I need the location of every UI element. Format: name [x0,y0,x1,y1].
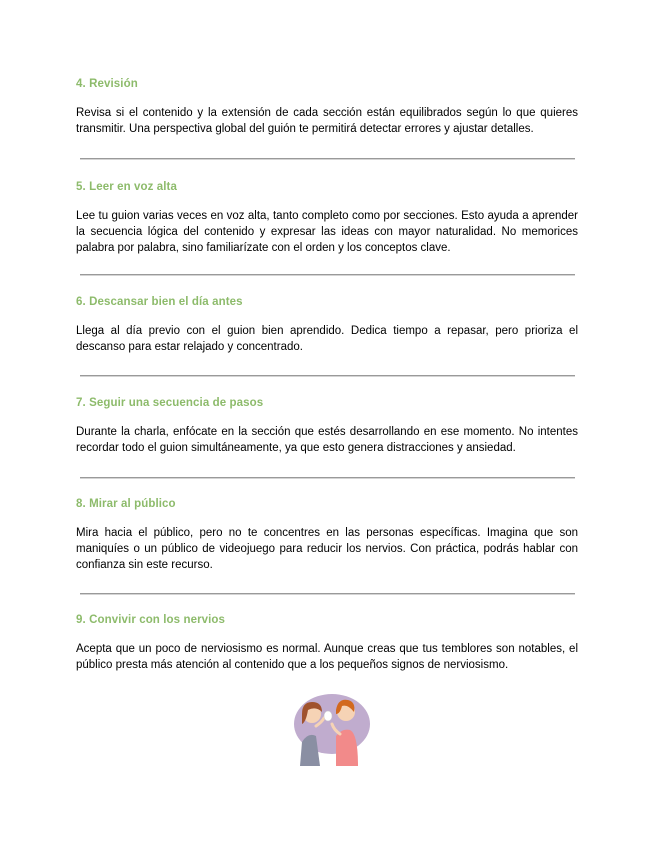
section-heading: 4. Revisión [76,78,138,90]
section-body: Durante la charla, enfócate en la sección que estés desarrollando en ese momento. No intentes recordar todo el guion simultáneamente, ya que esto genera distracciones y ansiedad. [76,426,578,454]
section-body: Acepta que un poco de nerviosismo es normal. Aunque creas que tus temblores son notables, el público presta más atención al contenido que a los pequeños signos de nerviosismo. [76,643,578,671]
section-leer-en-voz-alta [76,180,578,256]
section-mirar-al-publico [76,497,578,573]
section-divider [80,593,575,594]
section-revision [76,77,578,137]
illustration-graphic [286,692,374,766]
section-descansar [76,295,578,355]
section-convivir-con-los-nervios [76,613,578,673]
two-people-talking-illustration [286,692,374,766]
section-secuencia-de-pasos [76,396,578,456]
section-divider [80,477,575,478]
section-divider [80,375,575,376]
section-heading: 9. Convivir con los nervios [76,614,226,626]
section-divider [80,158,575,159]
section-heading: 8. Mirar al público [76,498,176,510]
section-heading: 6. Descansar bien el día antes [76,296,243,308]
section-divider [80,274,575,275]
section-body: Llega al día previo con el guion bien aprendido. Dedica tiempo a repasar, pero prioriza el descanso para estar relajado y concentrado. [76,325,578,353]
section-heading: 5. Leer en voz alta [76,181,177,193]
section-heading: 7. Seguir una secuencia de pasos [76,397,264,409]
section-body: Revisa si el contenido y la extensión de cada sección están equilibrados según lo que quieres transmitir. Una perspectiva global del guión te permitirá detectar errores y ajustar detalles. [76,107,578,135]
section-body: Lee tu guion varias veces en voz alta, tanto completo como por secciones. Esto ayuda a aprender la secuencia lógica del contenido y expresar las ideas con mayor naturalidad. No memorices palabra por palabra, sino familiarízate con el orden y los conceptos clave. [76,210,578,254]
section-body: Mira hacia el público, pero no te concentres en las personas específicas. Imagina que son maniquíes o un público de videojuego para reducir los nervios. Con práctica, podrás hablar con confianza sin este recurso. [76,527,578,571]
